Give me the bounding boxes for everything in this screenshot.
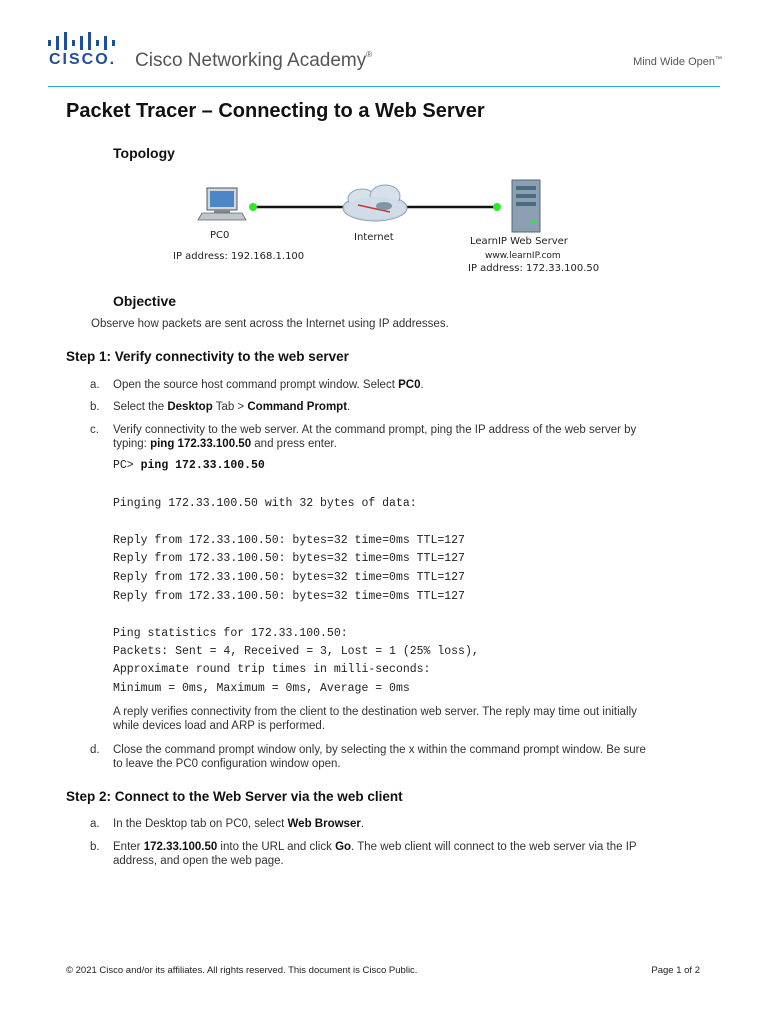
- step1-heading: Step 1: Verify connectivity to the web server: [66, 349, 349, 364]
- ping-output-line: Reply from 172.33.100.50: bytes=32 time=0ms TTL=127: [113, 590, 465, 603]
- topology-diagram: [150, 172, 600, 282]
- ping-output-line: Reply from 172.33.100.50: bytes=32 time=0ms TTL=127: [113, 571, 465, 584]
- footer-page-number: Page 1 of 2: [651, 965, 700, 976]
- ping-output-line: Ping statistics for 172.33.100.50:: [113, 627, 348, 640]
- web-server-icon: [512, 180, 540, 232]
- server-ip-label: IP address: 172.33.100.50: [468, 263, 600, 274]
- pc-label: PC0: [210, 230, 230, 241]
- topology-heading: Topology: [113, 145, 175, 161]
- academy-name: Cisco Networking Academy®: [135, 50, 373, 71]
- internet-label: Internet: [354, 232, 394, 243]
- command-line: PC> ping 172.33.100.50: [113, 459, 265, 472]
- objective-heading: Objective: [113, 293, 177, 309]
- tagline: Mind Wide Open™: [633, 56, 722, 68]
- internet-cloud-icon: [343, 185, 407, 221]
- footer-copyright: © 2021 Cisco and/or its affiliates. All rights reserved. This document is Cisco Public.: [66, 965, 418, 976]
- cisco-wordmark: CISCO.: [49, 51, 117, 68]
- link-light-server: [493, 203, 501, 211]
- pc-icon: [198, 188, 246, 220]
- pc-ip-label: IP address: 192.168.1.100: [173, 251, 305, 262]
- ping-output-line: Approximate round trip times in milli-seconds:: [113, 663, 431, 676]
- step1-note: A reply verifies connectivity from the client to the destination web server. The reply may time out initially while devices load and ARP is performed.: [113, 706, 637, 732]
- document-title: Packet Tracer – Connecting to a Web Server: [66, 100, 485, 122]
- ping-output-line: Pinging 172.33.100.50 with 32 bytes of data:: [113, 497, 417, 510]
- header-divider: [48, 86, 720, 87]
- step2-heading: Step 2: Connect to the Web Server via the web client: [66, 789, 403, 804]
- server-url-label: www.learnIP.com: [485, 251, 561, 261]
- ping-output-line: Minimum = 0ms, Maximum = 0ms, Average = 0ms: [113, 682, 410, 695]
- ping-output-line: Reply from 172.33.100.50: bytes=32 time=0ms TTL=127: [113, 552, 465, 565]
- objective-text: Observe how packets are sent across the Internet using IP addresses.: [91, 318, 449, 330]
- server-label: LearnIP Web Server: [470, 236, 568, 247]
- link-light-pc: [249, 203, 257, 211]
- ping-output-line: Reply from 172.33.100.50: bytes=32 time=0ms TTL=127: [113, 534, 465, 547]
- ping-output-line: Packets: Sent = 4, Received = 3, Lost = 1 (25% loss),: [113, 645, 479, 658]
